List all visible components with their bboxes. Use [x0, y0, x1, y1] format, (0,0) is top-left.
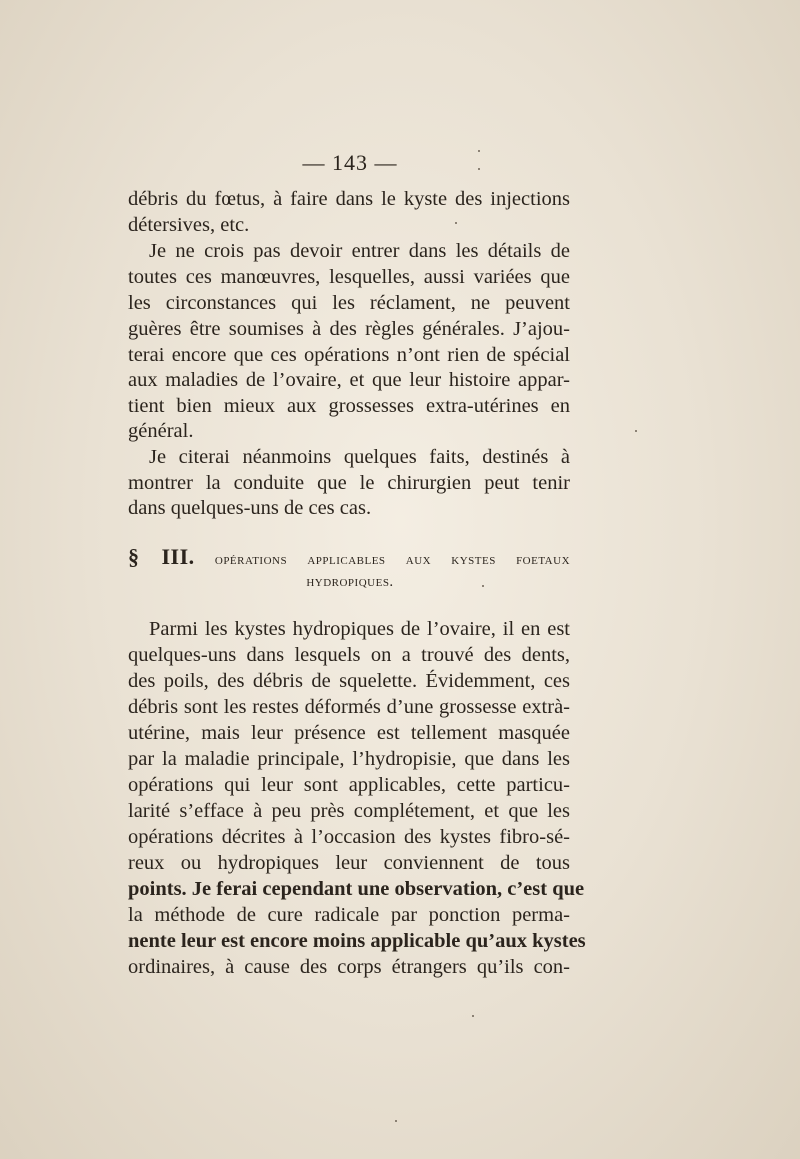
text-line: des poils, des débris de squelette. Évidemment, ces [128, 670, 570, 692]
section-title-line1: opérations applicables aux kystes foetaux [214, 552, 571, 568]
text-line: les circonstances qui les réclament, ne peuvent [128, 292, 570, 314]
page-number: — 143 — [302, 150, 398, 175]
text-line: toutes ces manœuvres, lesquelles, aussi variées que [128, 266, 570, 288]
text-line: débris du fœtus, à faire dans le kyste des injections [128, 188, 570, 210]
text-line: opérations décrites à l’occasion des kystes fibro-sé- [128, 826, 570, 848]
text-line: dans quelques-uns de ces cas. [128, 497, 372, 519]
paper-speck [455, 222, 457, 224]
text-line: débris sont les restes déformés d’une grossesse extrà- [128, 696, 570, 718]
text-line: terai encore que ces opérations n’ont rien de spécial [128, 344, 570, 366]
text-line: Parmi les kystes hydropiques de l’ovaire, il en est [149, 618, 570, 640]
text-line: montrer la conduite que le chirurgien peut tenir [128, 472, 570, 494]
text-line: aux maladies de l’ovaire, et que leur histoire appar- [128, 369, 570, 391]
paper-speck [482, 585, 484, 587]
section-title-line2: hydropiques. [306, 574, 394, 590]
text-line: points. Je ferai cependant une observation, c’est que [128, 878, 585, 900]
paper-speck [478, 168, 480, 170]
text-line: reux ou hydropiques leur conviennent de tous [128, 852, 570, 874]
text-line: guères être soumises à des règles générales. J’ajou- [128, 318, 570, 340]
section-heading [128, 544, 570, 570]
text-line: détersives, etc. [128, 214, 250, 236]
paper-speck [635, 430, 637, 432]
text-line: utérine, mais leur présence est tellement masquée [128, 722, 570, 744]
text-line: Je ne crois pas devoir entrer dans les détails de [149, 240, 570, 262]
text-line: tient bien mieux aux grossesses extra-utérines en [128, 395, 570, 417]
paper-speck [395, 1120, 397, 1122]
text-line: Je citerai néanmoins quelques faits, destinés à [149, 446, 570, 468]
section-number: § III. [128, 544, 195, 569]
text-line: ordinaires, à cause des corps étrangers qu’ils con- [128, 956, 570, 978]
text-line: général. [128, 420, 194, 442]
text-line: larité s’efface à peu près complétement, et que les [128, 800, 570, 822]
text-line: par la maladie principale, l’hydropisie, que dans les [128, 748, 570, 770]
text-line: opérations qui leur sont applicables, cette particu- [128, 774, 570, 796]
paper-speck [472, 1015, 474, 1017]
text-line: nente leur est encore moins applicable qu’aux kystes [128, 930, 586, 952]
paper-speck [478, 150, 480, 152]
text-line: quelques-uns dans lesquels on a trouvé des dents, [128, 644, 570, 666]
text-line: la méthode de cure radicale par ponction perma- [128, 904, 570, 926]
